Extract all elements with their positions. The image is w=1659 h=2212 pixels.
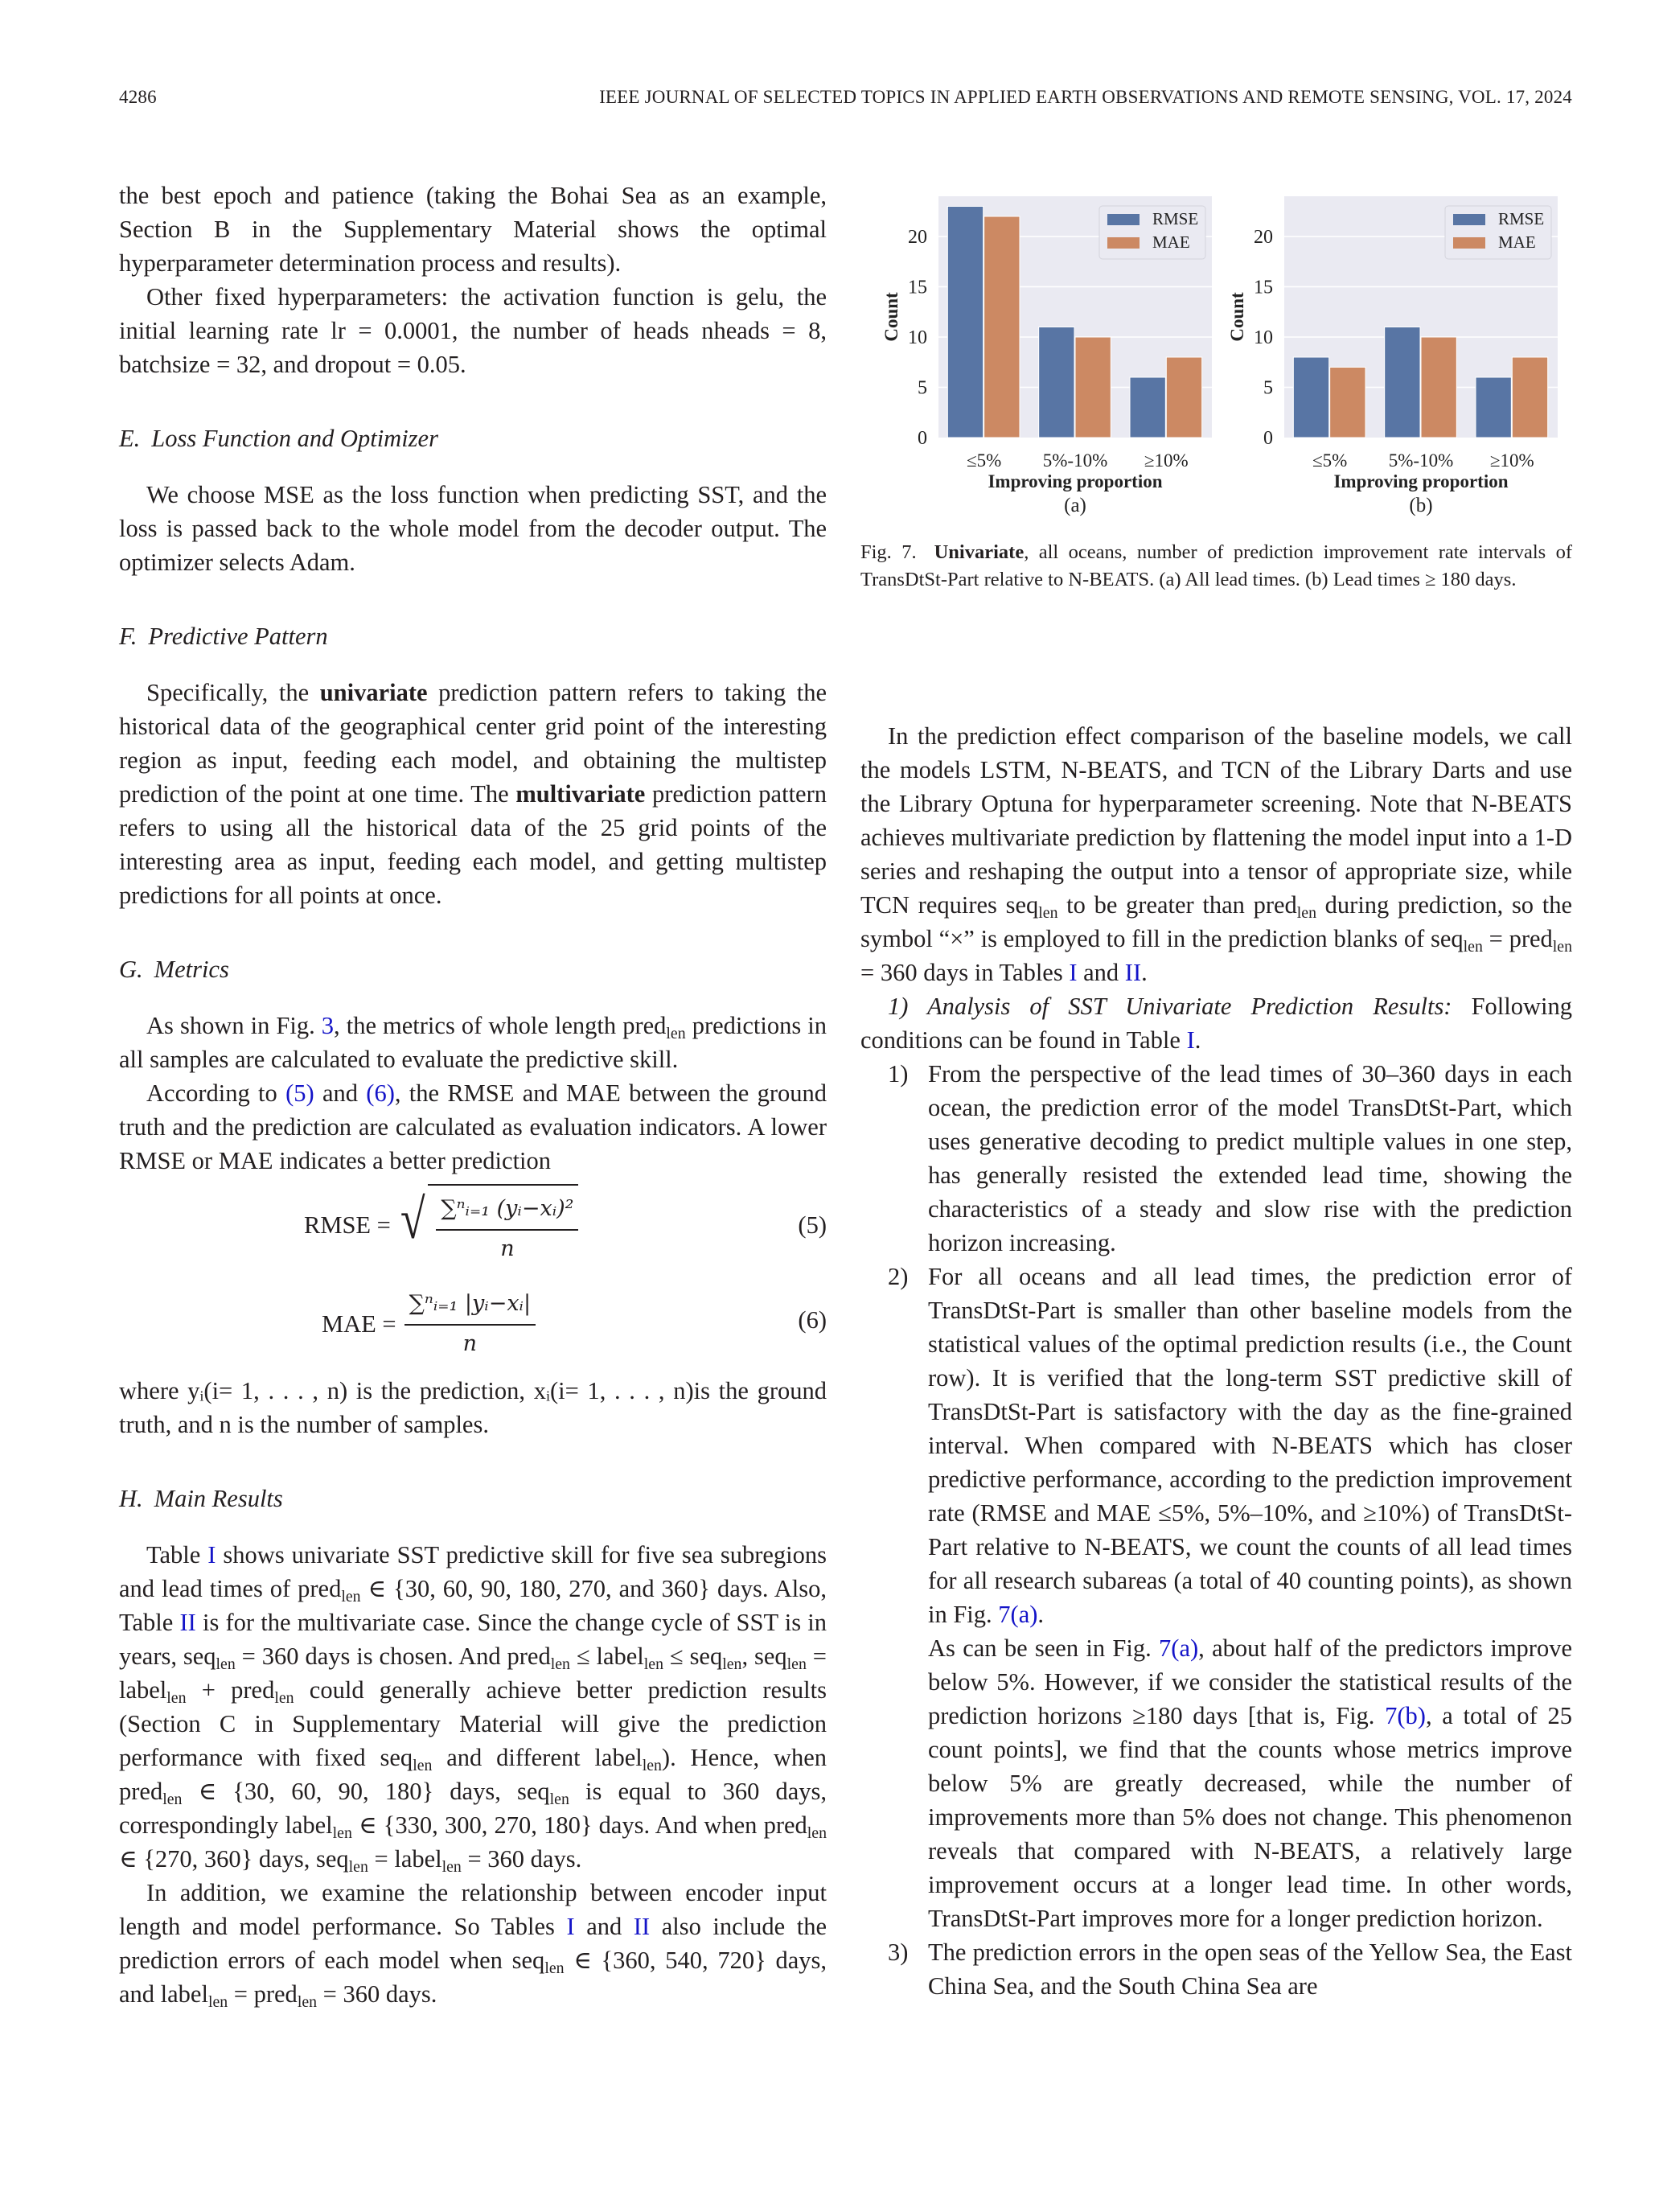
paragraph-intro: the best epoch and patience (taking the Bohai Sea as an example, Section B in the Supplementary Material shows the optimal hyperparameter determination process and results). [119, 182, 827, 277]
x-tick-label: ≤5% [1312, 450, 1348, 471]
legend-label: MAE [1152, 232, 1190, 252]
chart-svg [1222, 185, 1568, 523]
equation-rmse: RMSE = √ $\frac{\text{∑ⁿᵢ₌₁ (yᵢ−xᵢ)²}}{n}$ (5) [119, 1184, 827, 1281]
legend-swatch [1453, 237, 1485, 249]
panel-label: (a) [1064, 495, 1086, 516]
bar-rmse [1293, 357, 1328, 438]
bar-chart-a [877, 185, 1222, 523]
paragraph-baseline: In the prediction effect comparison of the baseline models, we call the models LSTM, N-BEATS, and TCN of the Library Darts and use the Library Optuna for hyperparameter screening. Note that N-BEATS achieves multivariate prediction by flattening the model input into a 1-D series and reshaping the output into a tensor of appropriate size, while TCN requires seq$_{len}$ to be greater than pred$_{len}$ during prediction, so the symbol “×” is employed to fill in the prediction blanks of seq$_{len}$ = pred$_{len}$ = 360 days in Tables I and II. [860, 722, 1573, 986]
y-tick-label: 15 [1254, 277, 1273, 298]
y-axis-label: Count [1227, 292, 1247, 342]
figure-caption: Fig. 7. Univariate, all oceans, number of prediction improvement rate intervals of TransDtSt-Part relative to N-BEATS. (a) All lead times. (b) Lead times ≥ 180 days. [860, 541, 1573, 590]
y-tick-label: 0 [1263, 428, 1273, 449]
running-header [119, 87, 1572, 111]
section-heading-h: H. Main Results [119, 1485, 283, 1512]
y-tick-label: 10 [1254, 327, 1273, 348]
paragraph-loss: We choose MSE as the loss function when predicting SST, and the loss is passed back to the whole model from the decoder output. The optimizer selects Adam. [119, 481, 827, 576]
paragraph-main-results-2: In addition, we examine the relationship between encoder input length and model performance. So Tables I and II also include the prediction errors of each model when seq$_{len}$ ∈ {360, 540, 720} days, and label$_{len}$ = pred$_{len}$ = 360 days. [119, 1879, 827, 2011]
bar-rmse [1039, 327, 1074, 438]
bar-mae [1330, 368, 1365, 438]
paragraph-analysis-heading: 1) Analysis of SST Univariate Prediction Results: Following conditions can be found in Table I. [860, 993, 1572, 1054]
paragraph-hyperparameters: Other fixed hyperparameters: the activation function is gelu, the initial learning rate lr = 0.0001, the number of heads nheads = 8, batchsize = 32, and dropout = 0.05. [119, 283, 827, 378]
y-tick-label: 5 [1263, 377, 1273, 399]
y-tick-label: 20 [908, 227, 927, 248]
x-axis-label: Improving proportion [1333, 471, 1509, 491]
list-item: 1) From the perspective of the lead times of 30–360 days in each ocean, the prediction error of the model TransDtSt-Part, which uses generative decoding to predict multiple values in one step, has generally resisted the extended lead time, showing the characteristics of a steady and slow rise with the prediction horizon increasing. [888, 1060, 1572, 1256]
paragraph-metrics-1: As shown in Fig. 3, the metrics of whole length pred$_{len}$ predictions in all samples are calculated to evaluate the predictive skill. [119, 1012, 827, 1073]
legend-label: MAE [1498, 232, 1536, 252]
section-heading-f: F. Predictive Pattern [119, 623, 328, 650]
fig-7a-link[interactable]: 7(a) [1159, 1634, 1199, 1662]
equation-mae: MAE = $\frac{\text{∑ⁿᵢ₌₁ |yᵢ−xᵢ|}}{n}$ (6) [119, 1287, 827, 1367]
equation-number-5: (5) [798, 1211, 827, 1239]
y-tick-label: 5 [918, 377, 927, 399]
table-1-link[interactable]: I [566, 1913, 575, 1940]
y-axis-label: Count [881, 292, 901, 342]
x-tick-label: ≥10% [1144, 450, 1189, 471]
fig-3-link[interactable]: 3 [321, 1012, 335, 1039]
table-1-link[interactable]: I [207, 1541, 216, 1569]
chart-svg [877, 185, 1222, 523]
y-tick-label: 15 [908, 277, 927, 298]
page-number: 4286 [119, 87, 157, 107]
list-item: 2) For all oceans and all lead times, the prediction error of TransDtSt-Part is smaller than other baseline models from the statistical values of the optimal prediction results (i.e., the Count row). It is verified that the long-term SST predictive skill of TransDtSt-Part is satisfactory with the day as the fine-grained interval. When compared with N-BEATS which has closer predictive performance, according to the prediction improvement rate (RMSE and MAE ≤5%, 5%–10%, and ≥10%) of TransDtSt-Part relative to N-BEATS, we count the counts of all lead times for all research subareas (a total of 40 counting points), as shown in Fig. 7(a). As can be seen in Fig. 7(a), about half of the predictors improve below 5%. However, if we consider the statistical results of the prediction horizons ≥180 days [that is, Fig. 7(b), a total of 25 count points], we find that the counts whose metrics improve below 5% are greatly decreased, while the number of improvements more than 5% does not change. This phenomenon reveals that compared with N-BEATS, a relatively large improvement occurs at a longer lead time. In other words, TransDtSt-Part improves more for a longer prediction horizon. [888, 1263, 1573, 1932]
paragraph-main-results-1: Table I shows univariate SST predictive skill for five sea subregions and lead times of pred$_{len}$ ∈ {30, 60, 90, 180, 270, and 360} days. Also, Table II is for the multivariate case. Since the change cycle of SST is in years, seq$_{len}$ = 360 days is chosen. And pred$_{len}$ ≤ label$_{len}$ ≤ seq$_{len}$, seq$_{len}$ = label$_{len}$ + pred$_{len}$ could generally achieve better prediction results (Section C in Supplementary Material will give the prediction performance with fixed seq$_{len}$ and different label$_{len}$). Hence, when pred$_{len}$ ∈ {30, 60, 90, 180} days, seq$_{len}$ is equal to 360 days, correspondingly label$_{len}$ ∈ {330, 300, 270, 180} days. And when pred$_{len}$ ∈ {270, 360} days, seq$_{len}$ = label$_{len}$ = 360 days. [119, 1541, 827, 1876]
left-column [119, 179, 827, 2011]
table-2-link[interactable]: II [179, 1609, 196, 1636]
bar-mae [984, 216, 1020, 438]
findings-list [860, 1057, 1572, 2003]
paragraph-pattern: Specifically, the univariate prediction pattern refers to taking the historical data of the geographical center grid point of the interesting region as input, feeding each model, and obtaining the multistep prediction of the point at one time. The multivariate prediction pattern refers to using all the historical data of the 25 grid points of the interesting area as input, feeding each model, and getting multistep predictions for all points at once. [119, 679, 827, 909]
eq-6-link[interactable]: (6) [366, 1079, 395, 1107]
y-tick-label: 20 [1254, 227, 1273, 248]
bar-rmse [1476, 377, 1511, 438]
fig-7a-link[interactable]: 7(a) [998, 1601, 1038, 1628]
legend-swatch [1453, 214, 1485, 225]
bar-mae [1166, 357, 1201, 438]
eq-5-link[interactable]: (5) [285, 1079, 314, 1107]
x-tick-label: ≥10% [1489, 450, 1534, 471]
equation-number-6: (6) [798, 1306, 827, 1334]
x-tick-label: 5%-10% [1388, 450, 1454, 471]
bar-mae [1512, 357, 1547, 438]
bar-rmse [1385, 327, 1420, 438]
figure-7 [877, 185, 1568, 523]
sqrt-symbol: √ $\frac{\text{∑ⁿᵢ₌₁ (yᵢ−xᵢ)²}}{n}$ [397, 1184, 579, 1266]
section-heading-e: E. Loss Function and Optimizer [119, 425, 438, 452]
y-tick-label: 10 [908, 327, 927, 348]
legend-swatch [1107, 237, 1140, 249]
section-heading-g: G. Metrics [119, 956, 229, 983]
bar-mae [1075, 337, 1111, 438]
bar-rmse [1130, 377, 1165, 438]
legend-label: RMSE [1498, 209, 1545, 228]
x-tick-label: 5%-10% [1042, 450, 1108, 471]
y-tick-label: 0 [918, 428, 927, 449]
paragraph-metrics-2: According to (5) and (6), the RMSE and MAE between the ground truth and the prediction are calculated as evaluation indicators. A lower RMSE or MAE indicates a better prediction [119, 1079, 827, 1174]
table-1-link[interactable]: I [1069, 959, 1078, 986]
x-tick-label: ≤5% [967, 450, 1002, 471]
table-1-link[interactable]: I [1186, 1026, 1195, 1054]
bar-mae [1421, 337, 1456, 438]
journal-title: IEEE JOURNAL OF SELECTED TOPICS IN APPLIED EARTH OBSERVATIONS AND REMOTE SENSING, VOL. 17, 2024 [599, 87, 1572, 107]
paragraph-where: where yᵢ(i= 1, . . . , n) is the prediction, xᵢ(i= 1, . . . , n)is the ground truth, and n is the number of samples. [119, 1377, 827, 1438]
legend-swatch [1107, 214, 1140, 225]
list-item: 3) The prediction errors in the open seas of the Yellow Sea, the East China Sea, and the South China Sea are [888, 1939, 1572, 2000]
bar-rmse [947, 207, 983, 438]
right-column [860, 719, 1572, 2003]
panel-label: (b) [1409, 495, 1433, 516]
bar-chart-b [1222, 185, 1568, 523]
table-2-link[interactable]: II [633, 1913, 651, 1940]
table-2-link[interactable]: II [1124, 959, 1142, 986]
x-axis-label: Improving proportion [988, 471, 1163, 491]
legend-label: RMSE [1152, 209, 1199, 228]
fig-7b-link[interactable]: 7(b) [1385, 1702, 1426, 1729]
